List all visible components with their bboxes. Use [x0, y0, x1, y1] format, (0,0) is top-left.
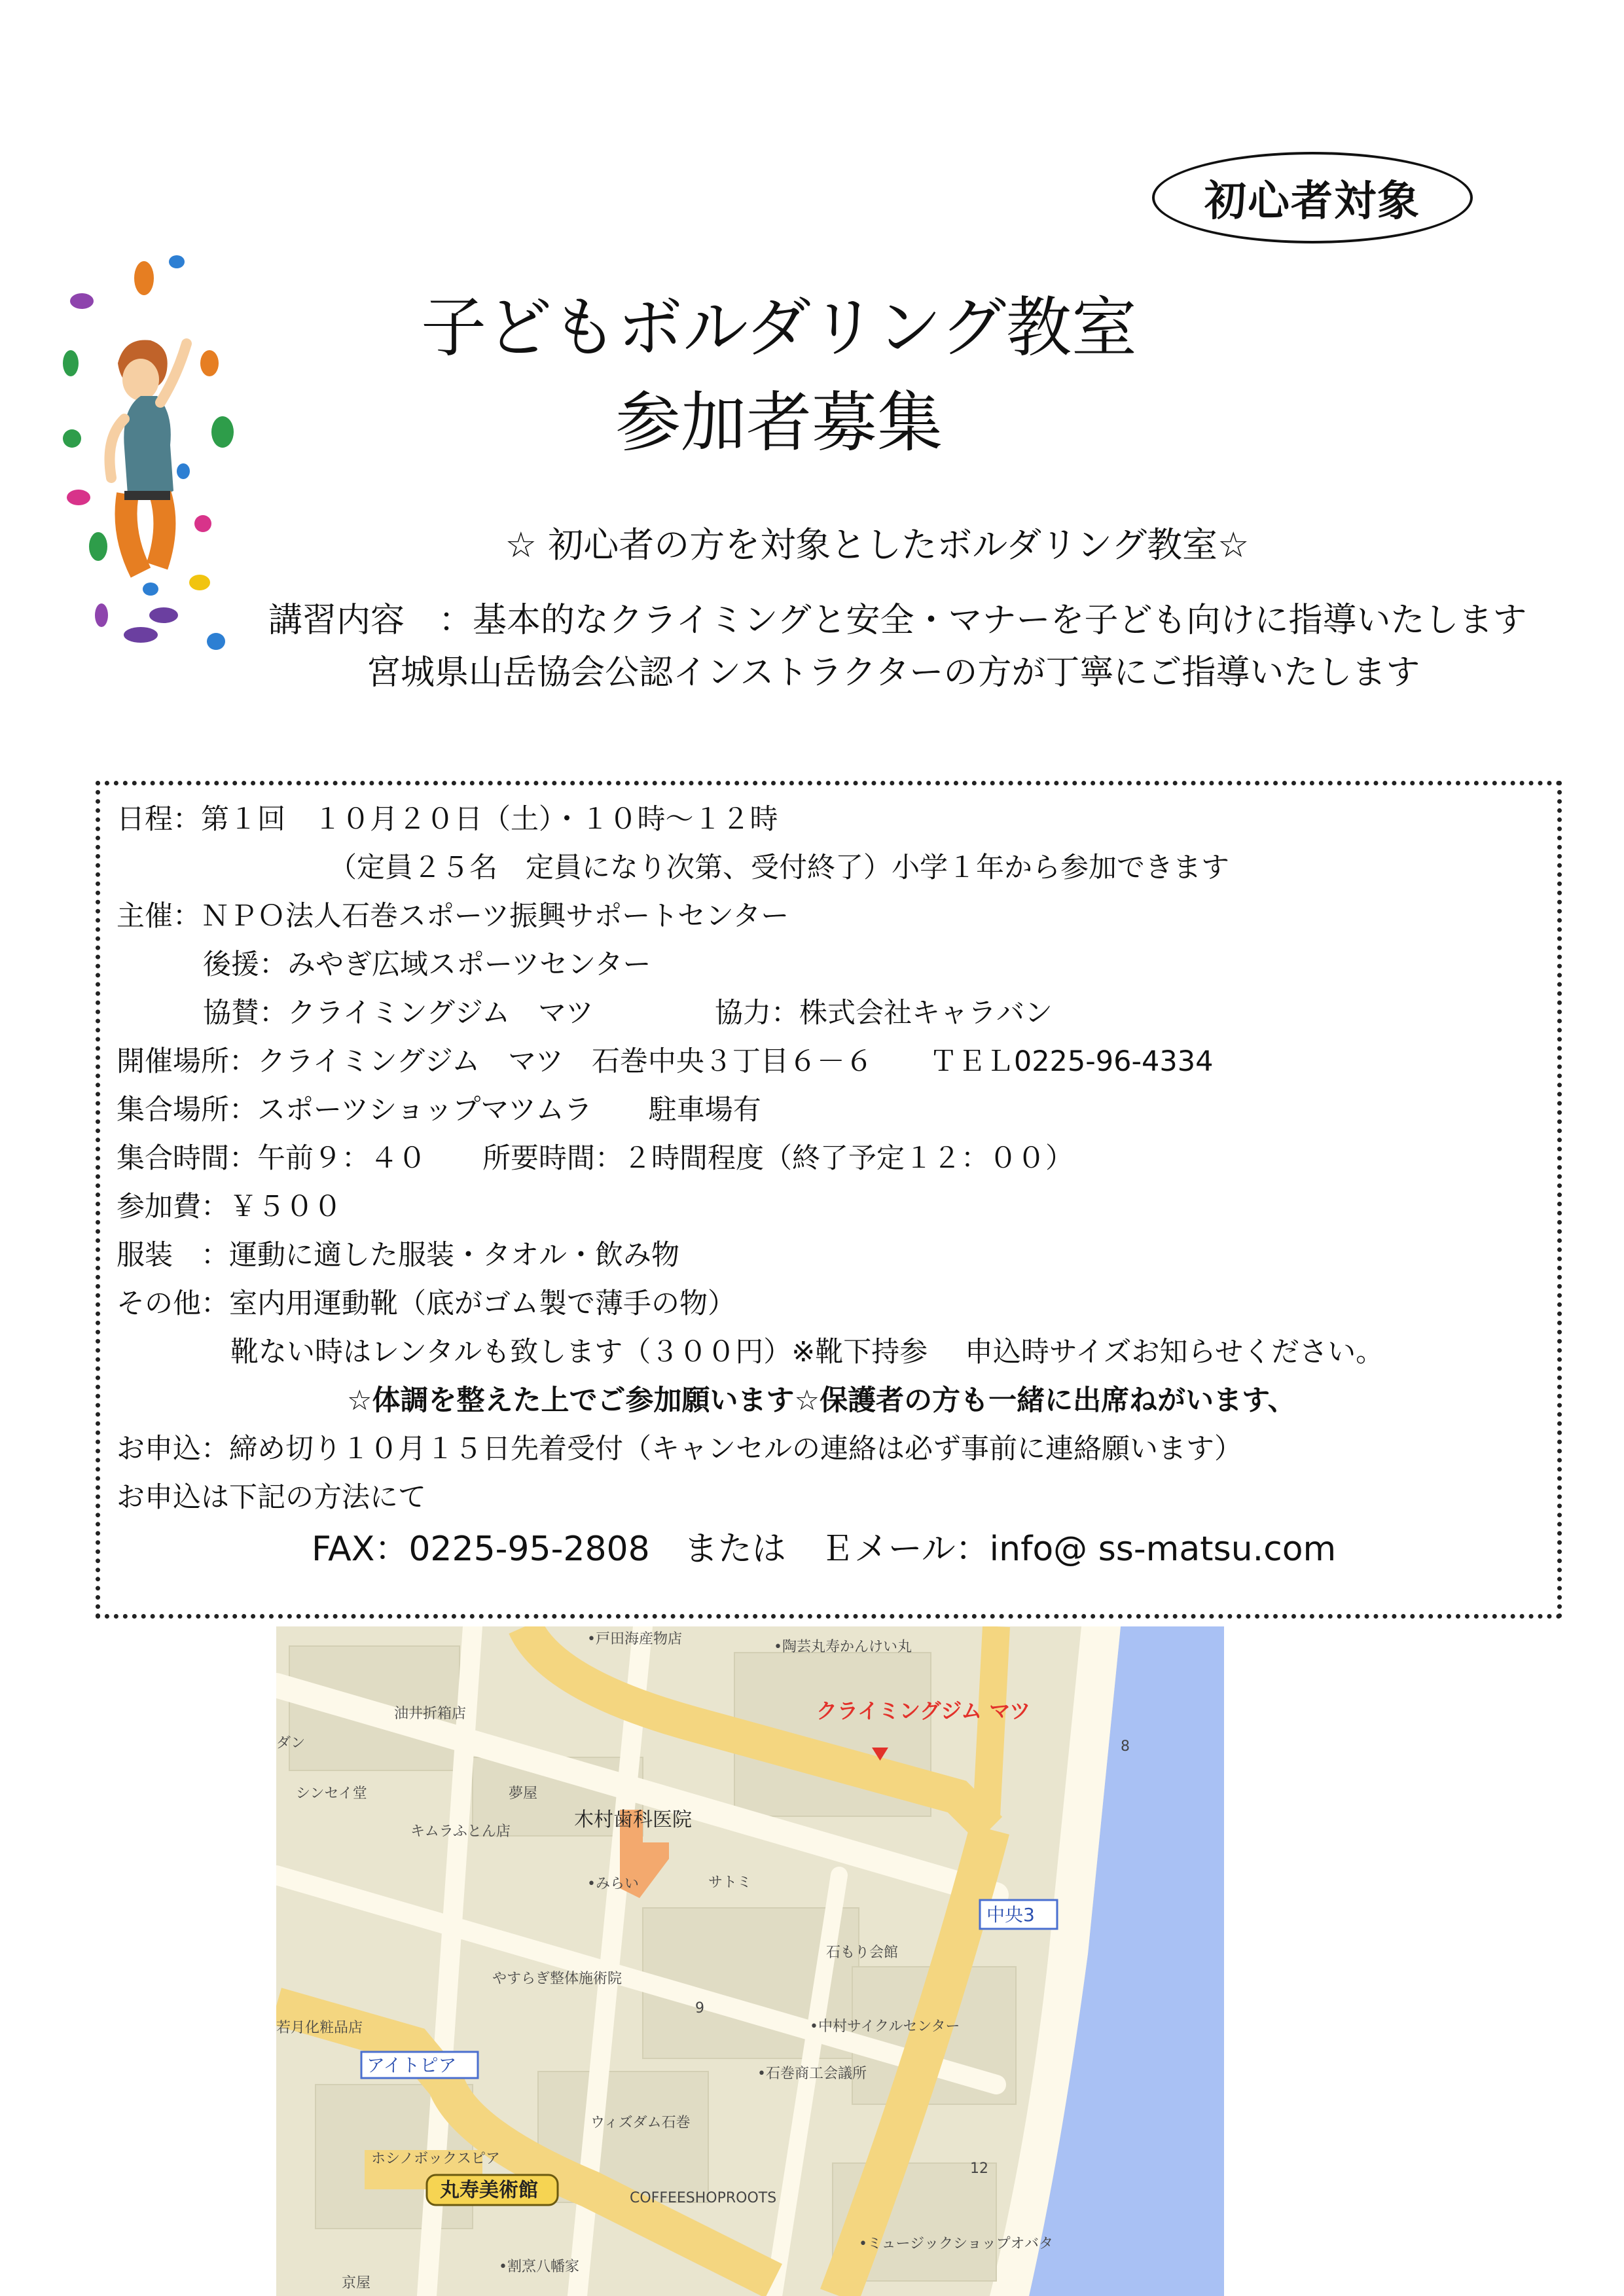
map-place-label: •中村サイクルセンター [810, 2018, 960, 2035]
health-notice-line: ☆体調を整えた上でご参加願います☆保護者の方も一緒に出席ねがいます、 [347, 1384, 1296, 1417]
page-title: 子どもボルダリング教室 [421, 289, 1137, 366]
bus-stop-chuo-label: 中央3 [986, 1904, 1035, 1926]
map-place-label: COFFEESHOPROOTS [630, 2190, 777, 2206]
schedule-line: 日程：第１回 １０月２０日（土）・１０時～１２時 [117, 803, 778, 836]
map-number: 12 [970, 2161, 988, 2177]
map-place-label: 夢屋 [509, 1785, 538, 1802]
fee-line: 参加費：￥５００ [117, 1191, 342, 1223]
climber-illustration [52, 249, 268, 681]
map-place-label: キムラふとん店 [410, 1823, 511, 1840]
contact-line: FAX：0225-95-2808 または Ｅメール：info@ ss-matsu.com [312, 1530, 1337, 1569]
map-place-label: ホシノボックスピア [371, 2151, 500, 2167]
map-place-label: シンセイ堂 [296, 1785, 367, 1802]
climber-figure [110, 340, 187, 643]
bus-stop-aitopia-label: アイトピア [367, 2054, 457, 2076]
meeting-place-line: 集合場所：スポーツショップマツムラ 駐車場有 [117, 1094, 761, 1126]
map-place-label: 石もり会館 [826, 1945, 899, 1961]
cooperation-line: 協力：株式会社キャラバン [715, 997, 1053, 1030]
map-number: 8 [1121, 1738, 1130, 1755]
map-place-label: 若月化粧品店 [276, 2020, 363, 2036]
map-place-label: •割烹八幡家 [499, 2259, 579, 2275]
map-place-label: やすらぎ整体施術院 [492, 1971, 623, 1987]
page-subtitle: 参加者募集 [615, 384, 943, 461]
map-number: 9 [695, 2000, 704, 2017]
map-place-label: •みらい [587, 1876, 639, 1892]
map-place-label: 油井折箱店 [394, 1706, 467, 1722]
museum-label: 丸寿美術館 [440, 2179, 538, 2202]
other-line: その他：室内用運動靴（底がゴム製で薄手の物） [117, 1287, 736, 1320]
organizer-line: 主催：ＮＰＯ法人石巻スポーツ振興サポートセンター [117, 900, 789, 933]
map-place-label: ダン [276, 1735, 306, 1751]
map-place-label: •石巻商工会議所 [757, 2066, 867, 2082]
sponsor-line: 協賛：クライミングジム マツ [203, 997, 594, 1030]
support-line: 後援：みやぎ広域スポーツセンター [203, 948, 651, 981]
course-content: 講習内容 ：基本的なクライミングと安全・マナーを子ども向けに指導いたします [268, 601, 1527, 640]
map-place-label: 京屋 [342, 2275, 371, 2291]
target-label: クライミングジム マツ [816, 1698, 1031, 1723]
kimura-label: 木村歯科医院 [574, 1808, 692, 1831]
capacity-line: （定員２５名 定員になり次第、受付終了）小学１年から参加できます [329, 852, 1229, 884]
map-place-label: サトミ [708, 1874, 752, 1891]
map-place-label: •陶芸丸寿かんけい丸 [774, 1639, 912, 1655]
map-place-label: •ミュージックショップオバタ [859, 2236, 1053, 2252]
clothing-line: 服装 ：運動に適した服装・タオル・飲み物 [117, 1239, 679, 1272]
application-line: お申込：締め切り１０月１５日先着受付（キャンセルの連絡は必ず事前に連絡願います） [117, 1433, 1242, 1465]
map-place-label: ウィズダム石巻 [590, 2115, 691, 2131]
instructor-note: 宮城県山岳協会公認インストラクターの方が丁寧にご指導いたします [367, 653, 1420, 692]
rental-line: 靴ない時はレンタルも致します（３００円）※靴下持参 申込時サイズお知らせください。 [230, 1336, 1384, 1369]
meeting-time-line: 集合時間：午前９：４０ 所要時間：２時間程度（終了予定１２：００） [117, 1142, 1074, 1175]
venue-line: 開催場所：クライミングジム マツ 石巻中央３丁目６－６ ＴＥＬ0225-96-4334 [117, 1045, 1214, 1078]
application-method-line: お申込は下記の方法にて [117, 1481, 426, 1514]
target-badge: 初心者対象 [1152, 152, 1473, 243]
tagline: ☆ 初心者の方を対象としたボルダリング教室☆ [505, 524, 1250, 565]
map-place-label: •戸田海産物店 [587, 1631, 682, 1647]
location-map [276, 1626, 1224, 2296]
